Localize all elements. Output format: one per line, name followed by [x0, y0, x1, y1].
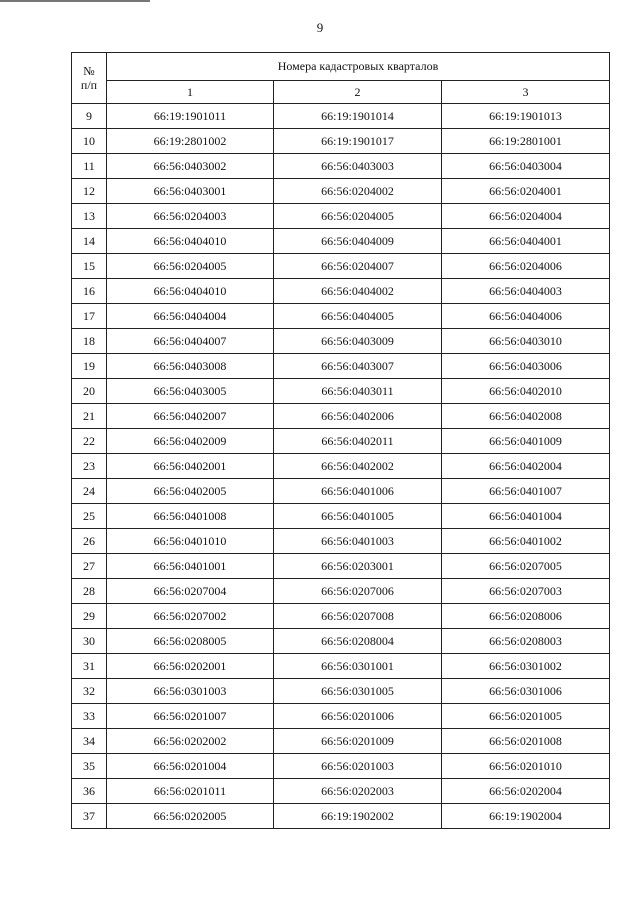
cadastral-number-cell: 66:56:0208003 [442, 629, 610, 654]
cadastral-number-cell: 66:56:0301003 [107, 679, 274, 704]
row-number-cell: 33 [72, 704, 107, 729]
row-number-header-symbol: № п/п [80, 64, 98, 92]
row-number-cell: 28 [72, 579, 107, 604]
cadastral-number-cell: 66:56:0201003 [274, 754, 442, 779]
cadastral-number-cell: 66:56:0401004 [442, 504, 610, 529]
cadastral-number-cell: 66:56:0201005 [442, 704, 610, 729]
cadastral-number-cell: 66:56:0202003 [274, 779, 442, 804]
table-row [72, 504, 610, 529]
cadastral-number-cell: 66:19:1901013 [442, 104, 610, 129]
cadastral-number-cell: 66:56:0404001 [442, 229, 610, 254]
cadastral-number-cell: 66:56:0207003 [442, 579, 610, 604]
table-row [72, 454, 610, 479]
cadastral-number-cell: 66:56:0207006 [274, 579, 442, 604]
table-row [72, 779, 610, 804]
cadastral-number-cell: 66:56:0207008 [274, 604, 442, 629]
cadastral-number-cell: 66:56:0404005 [274, 304, 442, 329]
row-number-cell: 10 [72, 129, 107, 154]
cadastral-number-cell: 66:56:0401003 [274, 529, 442, 554]
cadastral-number-cell: 66:56:0401005 [274, 504, 442, 529]
cadastral-number-cell: 66:56:0204007 [274, 254, 442, 279]
cadastral-number-cell: 66:56:0403005 [107, 379, 274, 404]
cadastral-number-cell: 66:56:0202002 [107, 729, 274, 754]
row-number-cell: 11 [72, 154, 107, 179]
table-row [72, 304, 610, 329]
cadastral-number-cell: 66:56:0402005 [107, 479, 274, 504]
cadastral-number-cell: 66:19:1901017 [274, 129, 442, 154]
cadastral-number-cell: 66:56:0301002 [442, 654, 610, 679]
cadastral-number-cell: 66:56:0201010 [442, 754, 610, 779]
row-number-cell: 27 [72, 554, 107, 579]
cadastral-number-cell: 66:56:0403008 [107, 354, 274, 379]
cadastral-number-cell: 66:19:2801001 [442, 129, 610, 154]
cadastral-number-cell: 66:19:1902002 [274, 804, 442, 829]
table-row [72, 654, 610, 679]
cadastral-number-cell: 66:56:0402008 [442, 404, 610, 429]
table-row [72, 329, 610, 354]
page-number: 9 [316, 20, 324, 35]
table-row [72, 154, 610, 179]
table-row [72, 354, 610, 379]
row-number-cell: 25 [72, 504, 107, 529]
cadastral-number-cell: 66:56:0403007 [274, 354, 442, 379]
cadastral-number-cell: 66:56:0403006 [442, 354, 610, 379]
cadastral-number-cell: 66:56:0207002 [107, 604, 274, 629]
row-number-cell: 31 [72, 654, 107, 679]
cadastral-number-cell: 66:56:0403003 [274, 154, 442, 179]
row-number-cell: 19 [72, 354, 107, 379]
cadastral-number-cell: 66:56:0204001 [442, 179, 610, 204]
cadastral-number-cell: 66:56:0402010 [442, 379, 610, 404]
cadastral-number-cell: 66:56:0204005 [274, 204, 442, 229]
scan-edge-mark [0, 0, 150, 2]
cadastral-number-cell: 66:19:1902004 [442, 804, 610, 829]
row-number-cell: 15 [72, 254, 107, 279]
cadastral-number-cell: 66:56:0204006 [442, 254, 610, 279]
row-number-cell: 9 [72, 104, 107, 129]
cadastral-number-cell: 66:56:0403002 [107, 154, 274, 179]
table-row [72, 379, 610, 404]
table-row [72, 229, 610, 254]
cadastral-number-cell: 66:56:0208004 [274, 629, 442, 654]
row-number-cell: 34 [72, 729, 107, 754]
row-number-cell: 30 [72, 629, 107, 654]
row-number-cell: 13 [72, 204, 107, 229]
cadastral-number-cell: 66:56:0402007 [107, 404, 274, 429]
row-number-cell: 37 [72, 804, 107, 829]
cadastral-number-cell: 66:56:0404002 [274, 279, 442, 304]
cadastral-number-cell: 66:56:0201008 [442, 729, 610, 754]
table-row [72, 704, 610, 729]
table-row [72, 629, 610, 654]
cadastral-number-cell: 66:56:0204004 [442, 204, 610, 229]
cadastral-number-cell: 66:56:0404004 [107, 304, 274, 329]
cadastral-number-cell: 66:56:0401002 [442, 529, 610, 554]
row-number-cell: 22 [72, 429, 107, 454]
cadastral-number-cell: 66:56:0403010 [442, 329, 610, 354]
table-row [72, 429, 610, 454]
cadastral-number-cell: 66:56:0401006 [274, 479, 442, 504]
cadastral-number-cell: 66:56:0202001 [107, 654, 274, 679]
row-number-cell: 36 [72, 779, 107, 804]
column-number-1: 1 [107, 81, 274, 104]
cadastral-number-cell: 66:56:0204005 [107, 254, 274, 279]
cadastral-number-cell: 66:56:0201009 [274, 729, 442, 754]
cadastral-number-cell: 66:56:0202004 [442, 779, 610, 804]
cadastral-quarters-table [71, 52, 610, 829]
row-number-cell: 16 [72, 279, 107, 304]
row-number-cell: 24 [72, 479, 107, 504]
row-number-cell: 21 [72, 404, 107, 429]
cadastral-number-cell: 66:56:0401009 [442, 429, 610, 454]
column-number-3: 3 [442, 81, 610, 104]
table-row [72, 554, 610, 579]
cadastral-number-cell: 66:56:0301006 [442, 679, 610, 704]
cadastral-number-cell: 66:56:0203001 [274, 554, 442, 579]
row-number-cell: 14 [72, 229, 107, 254]
cadastral-number-cell: 66:56:0207004 [107, 579, 274, 604]
cadastral-number-cell: 66:56:0201011 [107, 779, 274, 804]
cadastral-number-cell: 66:56:0403009 [274, 329, 442, 354]
cadastral-number-cell: 66:56:0204003 [107, 204, 274, 229]
cadastral-number-cell: 66:56:0208006 [442, 604, 610, 629]
column-number-2: 2 [274, 81, 442, 104]
cadastral-number-cell: 66:56:0402002 [274, 454, 442, 479]
table-row [72, 729, 610, 754]
cadastral-number-cell: 66:56:0201004 [107, 754, 274, 779]
cadastral-number-cell: 66:56:0403004 [442, 154, 610, 179]
table-row [72, 254, 610, 279]
row-number-cell: 23 [72, 454, 107, 479]
row-number-cell: 29 [72, 604, 107, 629]
row-number-cell: 26 [72, 529, 107, 554]
table-row [72, 279, 610, 304]
cadastral-number-cell: 66:56:0402004 [442, 454, 610, 479]
table-row [72, 804, 610, 829]
cadastral-number-cell: 66:56:0401007 [442, 479, 610, 504]
cadastral-number-cell: 66:56:0404007 [107, 329, 274, 354]
cadastral-number-cell: 66:56:0402001 [107, 454, 274, 479]
table-row [72, 479, 610, 504]
table-row [72, 179, 610, 204]
cadastral-number-cell: 66:56:0201006 [274, 704, 442, 729]
row-number-cell: 32 [72, 679, 107, 704]
cadastral-number-cell: 66:56:0301001 [274, 654, 442, 679]
cadastral-number-cell: 66:56:0204002 [274, 179, 442, 204]
cadastral-number-cell: 66:56:0401010 [107, 529, 274, 554]
cadastral-number-cell: 66:56:0402011 [274, 429, 442, 454]
cadastral-number-cell: 66:56:0404006 [442, 304, 610, 329]
row-number-header [72, 53, 107, 104]
cadastral-number-cell: 66:56:0208005 [107, 629, 274, 654]
cadastral-number-cell: 66:56:0402009 [107, 429, 274, 454]
table-row [72, 679, 610, 704]
row-number-cell: 12 [72, 179, 107, 204]
cadastral-number-cell: 66:19:1901011 [107, 104, 274, 129]
table-row [72, 204, 610, 229]
row-number-cell: 17 [72, 304, 107, 329]
cadastral-number-cell: 66:56:0301005 [274, 679, 442, 704]
table-body [72, 104, 610, 829]
cadastral-number-cell: 66:56:0404003 [442, 279, 610, 304]
cadastral-number-cell: 66:56:0202005 [107, 804, 274, 829]
cadastral-number-cell: 66:56:0401008 [107, 504, 274, 529]
cadastral-number-cell: 66:56:0401001 [107, 554, 274, 579]
cadastral-number-cell: 66:56:0201007 [107, 704, 274, 729]
cadastral-number-cell: 66:56:0404010 [107, 279, 274, 304]
cadastral-number-cell: 66:19:2801002 [107, 129, 274, 154]
table-row [72, 404, 610, 429]
cadastral-number-cell: 66:56:0403001 [107, 179, 274, 204]
table-row [72, 529, 610, 554]
cadastral-number-cell: 66:56:0207005 [442, 554, 610, 579]
table-row [72, 604, 610, 629]
cadastral-number-cell: 66:56:0404009 [274, 229, 442, 254]
cadastral-number-cell: 66:19:1901014 [274, 104, 442, 129]
cadastral-number-cell: 66:56:0402006 [274, 404, 442, 429]
row-number-cell: 20 [72, 379, 107, 404]
cadastral-numbers-header: Номера кадастровых кварталов [107, 53, 610, 81]
table-row [72, 129, 610, 154]
table-row [72, 104, 610, 129]
row-number-cell: 35 [72, 754, 107, 779]
row-number-cell: 18 [72, 329, 107, 354]
cadastral-number-cell: 66:56:0403011 [274, 379, 442, 404]
table-row [72, 579, 610, 604]
table-row [72, 754, 610, 779]
cadastral-number-cell: 66:56:0404010 [107, 229, 274, 254]
